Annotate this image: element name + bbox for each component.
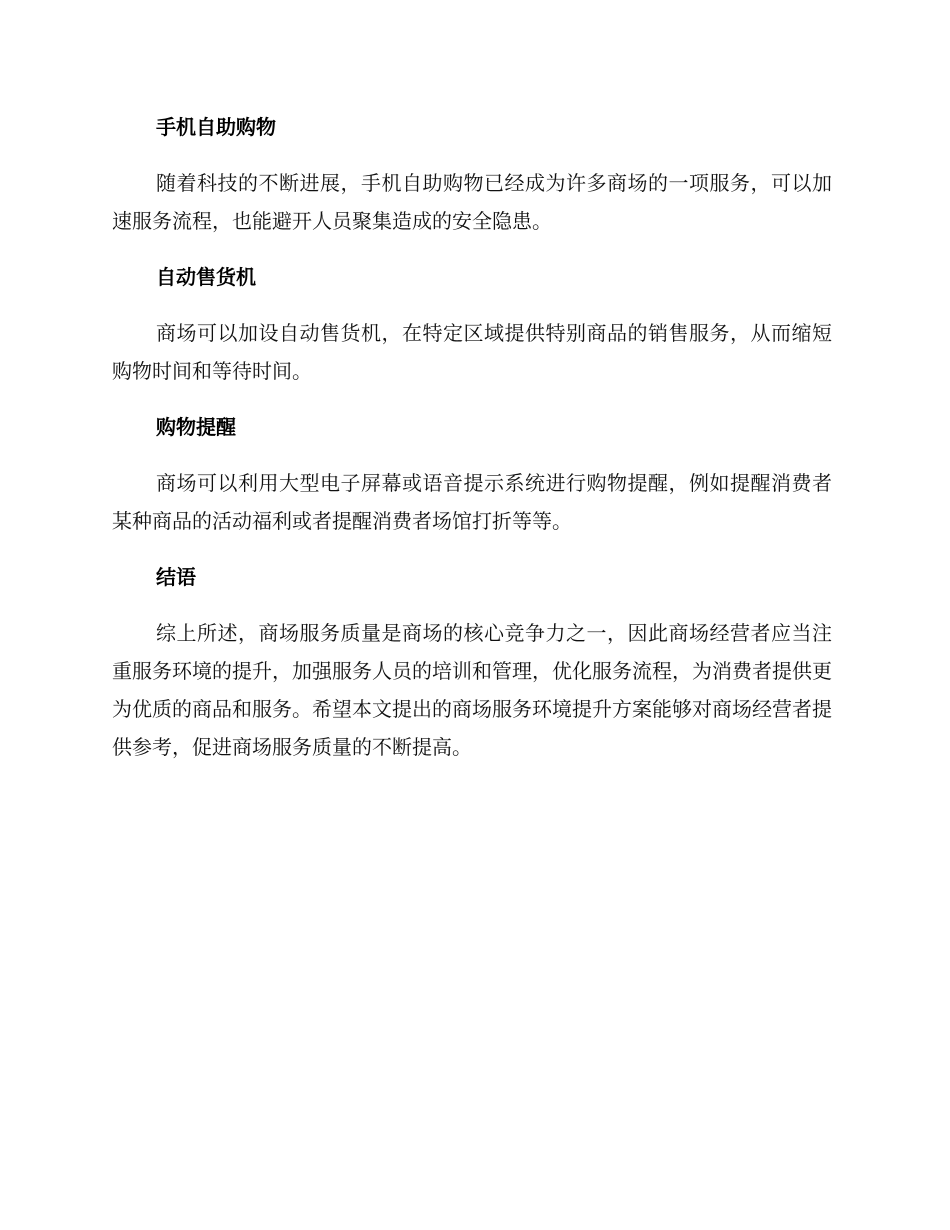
section-heading-mobile-self-checkout: 手机自助购物 xyxy=(156,115,276,139)
document-content xyxy=(112,108,832,784)
section-body-conclusion: 综上所述，商场服务质量是商场的核心竞争力之一，因此商场经营者应当注重服务环境的提升，加强服务人员的培训和管理，优化服务流程，为消费者提供更为优质的商品和服务。希望本文提出的商场服务环境提升方案能够对商场经营者提供参考，促进商场服务质量的不断提高。 xyxy=(112,621,832,759)
section-heading-shopping-reminder: 购物提醒 xyxy=(156,415,236,439)
section-body-mobile-self-checkout: 随着科技的不断进展，手机自助购物已经成为许多商场的一项服务，可以加速服务流程，也能避开人员聚集造成的安全隐患。 xyxy=(112,171,832,233)
section-body-vending-machine: 商场可以加设自动售货机，在特定区域提供特别商品的销售服务，从而缩短购物时间和等待时间。 xyxy=(112,321,832,383)
section-heading-vending-machine: 自动售货机 xyxy=(156,265,256,289)
section-body-shopping-reminder: 商场可以利用大型电子屏幕或语音提示系统进行购物提醒，例如提醒消费者某种商品的活动福利或者提醒消费者场馆打折等等。 xyxy=(112,471,832,533)
section-heading-conclusion: 结语 xyxy=(156,565,196,589)
